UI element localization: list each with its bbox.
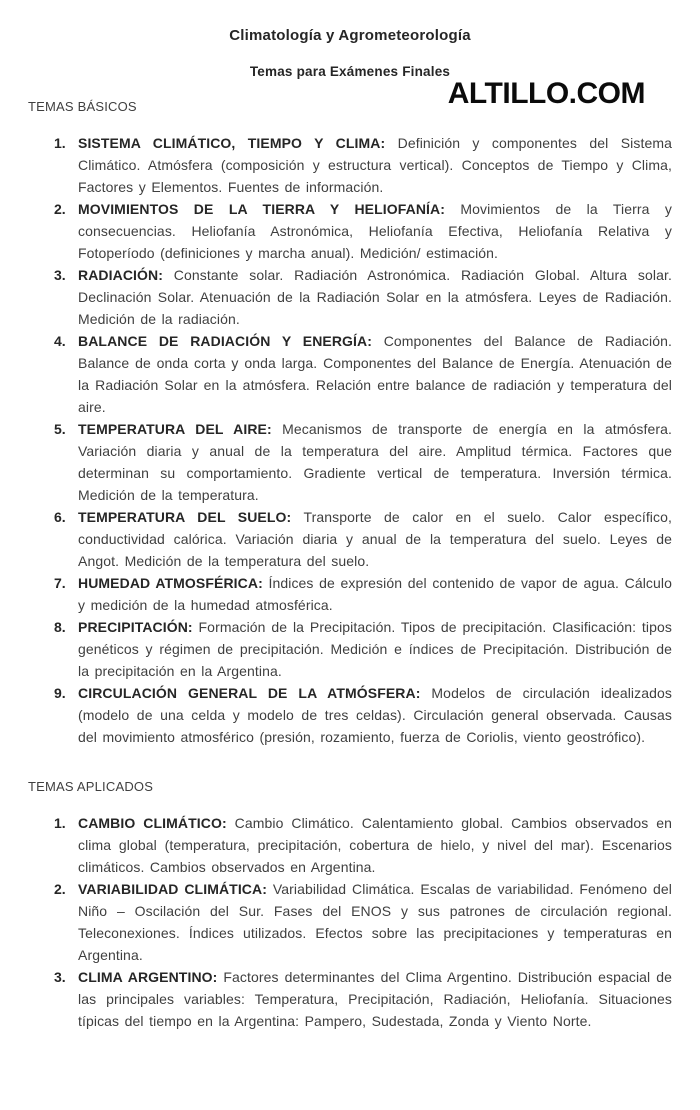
item-title: RADIACIÓN: <box>78 267 163 283</box>
item-body: Mecanismos de transporte de energía en la atmósfera. Variación diaria y anual de la temperatura del aire. Amplitud térmica. Factores que determinan su comportamiento. Gradiente vertical de temperatura. Inversión térmica. Medición de la temperatura. <box>78 421 672 503</box>
item-number: 7. <box>54 575 66 591</box>
item-body: Constante solar. Radiación Astronómica. Radiación Global. Altura solar. Declinación Solar. Atenuación de la Radiación Solar en la atmósfera. Leyes de Radiación. Medición de la radiación. <box>78 267 672 327</box>
section-heading: TEMAS APLICADOS <box>28 779 154 794</box>
item-body: Transporte de calor en el suelo. Calor específico, conductividad calórica. Variación diaria y anual de la temperatura del suelo. Leyes de Angot. Medición de la temperatura del suelo. <box>78 509 672 569</box>
item-body: Factores determinantes del Clima Argentino. Distribución espacial de las principales variables: Temperatura, Precipitación, Radiación, Heliofanía. Situaciones típicas del tiempo en la Argentina: Pampero, Sudestada, Zonda y Viento Norte. <box>78 969 672 1029</box>
item-title: SISTEMA CLIMÁTICO, TIEMPO Y CLIMA: <box>78 135 386 151</box>
item-number: 2. <box>54 881 66 897</box>
list-item <box>54 418 672 506</box>
watermark-altillo: ALTILLO.COM <box>447 77 645 110</box>
item-body: Modelos de circulación idealizados (modelo de una celda y modelo de tres celdas). Circulación general observada. Causas del movimiento atmosférico (presión, rozamiento, fuerza de Coriolis, viento geostrófico). <box>78 685 672 745</box>
list-item <box>54 506 672 572</box>
item-body: Índices de expresión del contenido de vapor de agua. Cálculo y medición de la humedad atmosférica. <box>78 575 672 613</box>
section-temas-aplicados <box>28 779 672 1032</box>
item-title: TEMPERATURA DEL AIRE: <box>78 421 272 437</box>
item-title: VARIABILIDAD CLIMÁTICA: <box>78 881 267 897</box>
section-heading: TEMAS BÁSICOS <box>28 99 137 114</box>
page-title: Climatología y Agrometeorología <box>229 27 471 44</box>
item-body: Formación de la Precipitación. Tipos de precipitación. Clasificación: tipos genéticos y régimen de precipitación. Medición e índices de Precipitación. Distribución de la precipitación en la Argentina. <box>78 619 672 679</box>
item-body: Cambio Climático. Calentamiento global. Cambios observados en clima global (temperatura, precipitación, cobertura de hielo, y nivel del mar). Escenarios climáticos. Cambios observados en Argentina. <box>78 815 673 875</box>
list-item <box>54 572 672 616</box>
list-item <box>54 682 672 748</box>
topic-list <box>28 812 672 1032</box>
list-item <box>54 616 672 682</box>
item-title: HUMEDAD ATMOSFÉRICA: <box>78 575 263 591</box>
item-body: Componentes del Balance de Radiación. Balance de onda corta y onda larga. Componentes del Balance de Energía. Atenuación de la Radiación Solar en la atmósfera. Relación entre balance de radiación y temperatura del aire. <box>78 333 672 415</box>
item-title: CAMBIO CLIMÁTICO: <box>78 815 227 831</box>
item-number: 8. <box>54 619 66 635</box>
list-item <box>54 132 672 198</box>
page-subtitle: Temas para Exámenes Finales <box>249 64 451 79</box>
item-number: 1. <box>54 135 66 151</box>
topic-list <box>28 132 672 748</box>
item-number: 3. <box>54 969 66 985</box>
item-number: 1. <box>54 815 66 831</box>
item-title: BALANCE DE RADIACIÓN Y ENERGÍA: <box>78 333 372 349</box>
item-title: TEMPERATURA DEL SUELO: <box>78 509 292 525</box>
item-body: Definición y componentes del Sistema Climático. Atmósfera (composición y estructura vertical). Conceptos de Tiempo y Clima, Factores y Elementos. Fuentes de información. <box>78 135 672 195</box>
item-number: 4. <box>54 333 66 349</box>
item-number: 2. <box>54 201 66 217</box>
list-item <box>54 812 673 878</box>
item-number: 9. <box>54 685 66 701</box>
list-item <box>54 966 672 1032</box>
item-number: 5. <box>54 421 66 437</box>
item-number: 3. <box>54 267 66 283</box>
list-item <box>54 330 672 418</box>
list-item <box>54 198 672 264</box>
item-number: 6. <box>54 509 66 525</box>
item-title: CLIMA ARGENTINO: <box>78 969 218 985</box>
item-body: Movimientos de la Tierra y consecuencias. Heliofanía Astronómica, Heliofanía Efectiva, Heliofanía Relativa y Fotoperíodo (definiciones y marcha anual). Medición/ estimación. <box>78 201 672 261</box>
list-item <box>54 878 672 966</box>
item-body: Variabilidad Climática. Escalas de variabilidad. Fenómeno del Niño – Oscilación del Sur. Fases del ENOS y sus patrones de circulación regional. Teleconexiones. Índices utilizados. Efectos sobre las precipitaciones y temperaturas en Argentina. <box>78 881 672 963</box>
item-title: CIRCULACIÓN GENERAL DE LA ATMÓSFERA: <box>78 685 421 701</box>
list-item <box>54 264 672 330</box>
item-title: PRECIPITACIÓN: <box>78 619 193 635</box>
section-temas-basicos <box>28 99 672 748</box>
item-title: MOVIMIENTOS DE LA TIERRA Y HELIOFANÍA: <box>78 201 446 217</box>
